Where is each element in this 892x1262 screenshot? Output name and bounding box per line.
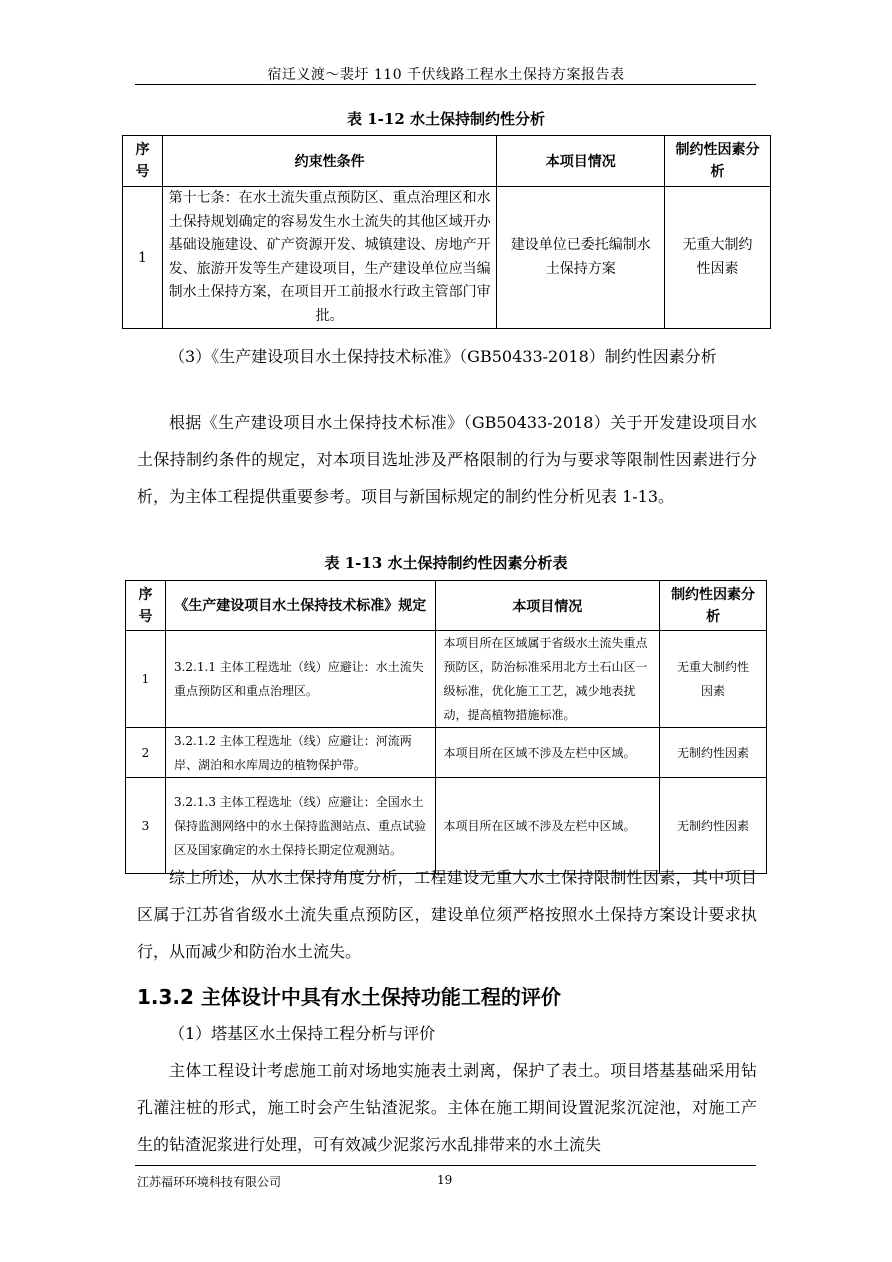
- header-cell: 序号: [126, 581, 166, 631]
- row-number: 1: [123, 187, 163, 329]
- situation-cell: 本项目所在区域不涉及左栏中区域。: [435, 728, 660, 778]
- header-cell: 制约性因素分析: [660, 581, 767, 631]
- page-header: 宿迁义渡～裴圩 110 千伏线路工程水土保持方案报告表: [267, 67, 625, 83]
- table-header-row: [126, 581, 767, 631]
- table-row: [126, 728, 767, 778]
- header-cell: 约束性条件: [162, 136, 496, 187]
- analysis-cell: 无制约性因素: [660, 728, 767, 778]
- analysis-cell: 无制约性因素: [660, 778, 767, 874]
- rule-cell: 3.2.1.1 主体工程选址（线）应避让：水土流失重点预防区和重点治理区。: [165, 631, 435, 728]
- header-rule: [135, 84, 756, 85]
- row-number: 3: [126, 778, 166, 874]
- row-number: 2: [126, 728, 166, 778]
- header-cell: 本项目情况: [497, 136, 665, 187]
- analysis-cell: 无重大制约性因素: [660, 631, 767, 728]
- header-cell: 序号: [123, 136, 163, 187]
- header-cell: 制约性因素分析: [665, 136, 771, 187]
- table-row: [123, 187, 771, 329]
- rule-cell: 3.2.1.3 主体工程选址（线）应避让：全国水土保持监测网络中的水土保持监测站点、重点试验区及国家确定的水土保持长期定位观测站。: [165, 778, 435, 874]
- table-caption: 表 1-13 水土保持制约性因素分析表: [324, 554, 568, 572]
- paragraph: （1）塔基区水土保持工程分析与评价: [169, 1024, 436, 1043]
- factor-table: [125, 580, 767, 874]
- situation-cell: 本项目所在区域不涉及左栏中区域。: [435, 778, 660, 874]
- constraint-table: [122, 135, 771, 329]
- page-number: 19: [437, 1173, 453, 1187]
- paragraph: 根据《生产建设项目水土保持技术标准》（GB50433-2018）关于开发建设项目水土保持制约条件的规定，对本项目选址涉及严格限制的行为与要求等限制性因素进行分析，为主体工程提供重要参考。项目与新国标规定的制约性分析见表 1-13。: [137, 413, 757, 506]
- table-caption: 表 1-12 水土保持制约性分析: [347, 110, 545, 128]
- paragraph: （3）《生产建设项目水土保持技术标准》（GB50433-2018）制约性因素分析: [169, 347, 717, 366]
- section-heading: 1.3.2 主体设计中具有水土保持功能工程的评价: [137, 985, 561, 1009]
- situation-cell: 建设单位已委托编制水土保持方案: [497, 187, 665, 329]
- paragraph: 主体工程设计考虑施工前对场地实施表土剥离，保护了表土。项目塔基基础采用钻孔灌注桩的形式，施工时会产生钻渣泥浆。主体在施工期间设置泥浆沉淀池，对施工产生的钻渣泥浆进行处理，可有效减少泥浆污水乱排带来的水土流失: [137, 1061, 757, 1154]
- row-number: 1: [126, 631, 166, 728]
- header-cell: 本项目情况: [435, 581, 660, 631]
- analysis-cell: 无重大制约性因素: [665, 187, 771, 329]
- footer-rule: [135, 1165, 756, 1166]
- situation-cell: 本项目所在区域属于省级水土流失重点预防区，防治标准采用北方土石山区一级标准，优化施工工艺，减少地表扰动，提高植物措施标准。: [435, 631, 660, 728]
- table-row: [126, 631, 767, 728]
- header-cell: 《生产建设项目水土保持技术标准》规定: [165, 581, 435, 631]
- condition-cell: 第十七条：在水土流失重点预防区、重点治理区和水土保持规划确定的容易发生水土流失的其他区域开办基础设施建设、矿产资源开发、城镇建设、房地产开发、旅游开发等生产建设项目，生产建设单位应当编制水土保持方案，在项目开工前报水行政主管部门审批。: [162, 187, 496, 329]
- table-header-row: [123, 136, 771, 187]
- rule-cell: 3.2.1.2 主体工程选址（线）应避让：河流两岸、湖泊和水库周边的植物保护带。: [165, 728, 435, 778]
- footer-company: 江苏福环环境科技有限公司: [137, 1175, 282, 1189]
- paragraph: 综上所述，从水土保持角度分析，工程建设无重大水土保持限制性因素，其中项目区属于江苏省省级水土流失重点预防区，建设单位须严格按照水土保持方案设计要求执行，从而减少和防治水土流失。: [137, 868, 757, 961]
